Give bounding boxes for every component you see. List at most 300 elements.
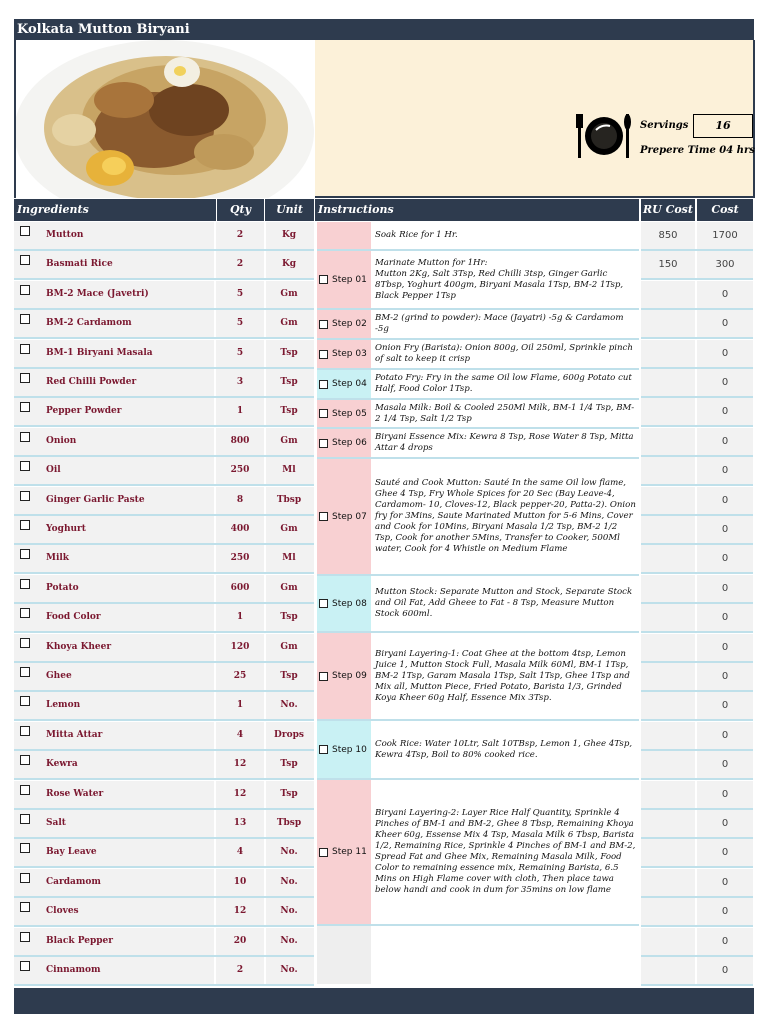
ingredient-unit: No. [280,935,298,946]
ingredient-row [14,487,314,516]
step-checkbox[interactable] [319,380,328,389]
ingredient-checkbox[interactable] [20,843,30,853]
step-text-block [375,808,637,896]
ingredient-unit: Gm [280,288,298,299]
ingredient-name: Potato [46,582,79,593]
cost-row [641,457,753,486]
cost-row [641,928,753,957]
ingredient-name: Pepper Powder [46,406,122,417]
ingredient-row [14,457,314,486]
ingredient-name: Cloves [46,906,79,917]
step-checkbox[interactable] [319,275,328,284]
ingredient-qty: 12 [233,906,247,917]
ingredient-unit: No. [280,906,298,917]
ingredient-cell [14,604,214,631]
recipe-title: Kolkata Mutton Biryani [14,19,754,40]
step-instruction [373,310,639,338]
step-number: Step 04 [332,379,367,389]
ingredient-cell [14,722,214,749]
cost-value: 0 [697,839,753,866]
biryani-photo [14,40,314,198]
ingredient-qty: 4 [236,847,244,858]
ingredient-name: Lemon [46,700,81,711]
ingredient-qty: 13 [233,818,247,828]
ingredient-qty: 20 [233,935,247,946]
step-text-block [375,432,637,454]
ingredient-unit: Kg [281,230,297,240]
cost-row [641,634,753,663]
cost-row [641,545,753,574]
ingredient-row [14,604,314,633]
ingredient-unit: Gm [280,524,298,534]
ingredient-unit: Gm [280,641,298,652]
step-text-line: Cook Rice: Water 10Ltr, Salt 10TBsp, Lemon 1, Ghee 4Tsp, Kewra 4Tsp, Boil to 80% cooked rice. [375,738,633,760]
ingredient-qty: 4 [236,729,244,740]
ingredient-checkbox[interactable] [20,696,30,706]
step-instruction [373,429,639,457]
cost-row [641,751,753,780]
ingredient-checkbox[interactable] [20,226,30,236]
ingredient-checkbox[interactable] [20,432,30,442]
ru-cost-value[interactable] [641,634,695,661]
step-instruction [373,576,639,631]
cost-row [641,487,753,516]
step-number: Step 02 [332,319,367,329]
servings-label: Servings [640,120,689,131]
ingredient-unit: Gm [280,435,298,446]
step-text-line: Sauté and Cook Mutton: Sauté In the same Oil low flame, Ghee 4 Tsp, Fry Whole Spices for 20 Sec (Bay Leave-4, Cardamom- 10, Cloves-12, Black pepper-20, Patta-2). Onion fry for 3Mins, Saute Marinated Mutton for 5-6 Mins, Cover and Cook for 10Mins, Biryani Masala 1/2 Tsp, BM-2 1/2 Tsp, Cook for another 5Mins, Transfer to Cooker, 500Ml water, Cook for 4 Whistle on Medium Flame [375,478,636,554]
ingredient-cell [14,781,214,808]
ingredient-checkbox[interactable] [20,667,30,677]
ingredient-name: Ginger Garlic Paste [46,494,145,505]
step-checkbox[interactable] [319,745,328,754]
step-checkbox[interactable] [319,350,328,359]
ingredient-name: BM-1 Biryani Masala [46,347,153,358]
cost-row [641,898,753,927]
cost-value: 0 [697,281,753,308]
ingredient-checkbox[interactable] [20,638,30,648]
ingredient-name: Rose Water [46,788,104,799]
cost-value: 0 [697,516,753,543]
ingredient-row [14,516,314,545]
step-text-block [375,649,637,704]
ingredient-cell [14,251,214,278]
ingredient-unit: No. [280,965,298,975]
step-text-block [375,403,637,425]
step-number: Step 07 [332,511,367,522]
ingredient-unit: Gm [280,582,298,593]
ingredient-name: Red Chilli Powder [46,377,137,387]
step-instruction [373,370,639,398]
cost-row [641,722,753,751]
ingredient-cell [14,222,214,249]
ingredient-unit: Tsp [280,759,298,770]
cost-value: 0 [697,340,753,367]
cost-row [641,604,753,633]
cost-row [641,310,753,339]
cost-row [641,869,753,898]
step-number: Step 01 [332,274,367,285]
ingredient-row [14,957,314,986]
cost-row [641,398,753,427]
ru-cost-value[interactable] [641,428,695,455]
ru-cost-value[interactable] [641,398,695,425]
hero-frame [14,40,16,198]
ingredient-name: Ghee [46,671,72,681]
ingredient-qty: 2 [236,965,244,975]
ru-cost-value[interactable] [641,928,695,955]
ingredient-checkbox[interactable] [20,932,30,942]
cost-value: 0 [697,781,753,808]
ingredient-unit: Tsp [280,612,298,623]
ru-cost-value[interactable] [641,604,695,631]
empty-step-cell [317,926,371,984]
ru-cost-value[interactable] [641,281,695,308]
step-instruction [373,721,639,778]
cost-value: 0 [697,928,753,955]
cost-row [641,957,753,986]
ingredient-qty: 10 [233,876,247,887]
step-text-line: Biryani Layering-2: Layer Rice Half Quantity, Sprinkle 4 Pinches of BM-1 and BM-2, Ghee 8 Tbsp, Remaining Khoya Kheer 60g, Essense Mix 4 Tsp, Masala Milk 6 Tbsp, Barista 1/2, Remaining Rice, Sprinkle 4 Pinches of BM-1 and BM-2, Spread Fat and Ghee Mix, Remaining Masala Milk, Food Color to remaining essence mix, Remaining Barista, 6.5 Mins on High Flame cover with cloth, Then place tawa below handi and cook in dum for 35mins on low flame [375,808,636,895]
cost-row [641,428,753,457]
ingredient-row [14,369,314,398]
ingredient-checkbox[interactable] [20,461,30,471]
ingredient-qty: 400 [230,524,250,534]
ingredient-unit: Ml [282,553,296,564]
ingredient-name: BM-2 Cardamom [46,318,132,329]
header-ingredients: Ingredients [14,199,216,221]
cost-value: 1700 [697,222,753,249]
ingredient-checkbox[interactable] [20,402,30,412]
ingredient-unit: No. [280,876,298,887]
ingredient-qty: 120 [230,641,250,652]
ingredient-qty: 8 [236,494,244,505]
step-checkbox[interactable] [319,848,328,857]
ingredient-row [14,281,314,310]
ru-cost-value[interactable] [641,722,695,749]
ingredient-row [14,928,314,957]
ru-cost-value[interactable] [641,692,695,719]
ru-cost-value[interactable] [641,839,695,866]
step-number: Step 05 [332,408,367,419]
step-label[interactable] [317,310,371,338]
step-label[interactable] [317,721,371,778]
ingredient-cell [14,545,214,572]
cost-value: 0 [697,810,753,837]
ru-cost-value[interactable]: 150 [641,251,695,278]
ingredient-name: Cardamom [46,876,101,887]
step-text-line: Soak Rice for 1 Hr. [375,230,458,240]
ingredient-cell [14,810,214,837]
prep-time: Prepere Time 04 hrs [640,145,755,156]
ingredient-row [14,810,314,839]
ingredient-qty: 5 [236,347,244,358]
ru-cost-value[interactable] [641,957,695,984]
row-divider [14,984,314,986]
ingredient-unit: Drops [274,729,304,740]
step-text-line: Potato Fry: Fry in the same Oil low Flame, 600g Potato cut Half, Food Color 1Tsp. [375,373,632,394]
cost-value: 0 [697,604,753,631]
ingredient-name: Mutton [46,230,84,240]
ingredient-name: Milk [46,553,70,564]
ru-cost-value[interactable] [641,575,695,602]
ingredient-row [14,869,314,898]
ingredient-unit: Tsp [280,788,298,799]
ingredient-checkbox[interactable] [20,608,30,618]
header-qty: Qty [217,199,264,221]
ingredient-name: Oil [46,465,61,476]
step-text-line: Masala Milk: Boil & Cooled 250Ml Milk, BM-1 1/4 Tsp, BM-2 1/4 Tsp, Salt 1/2 Tsp [375,402,635,424]
row-divider [641,984,753,986]
step-text-block [375,478,637,555]
cost-row [641,810,753,839]
ingredient-row [14,575,314,604]
header-cost: Cost [697,199,753,221]
ingredient-row [14,692,314,721]
ingredient-row [14,751,314,780]
header-unit: Unit [265,199,314,221]
cost-row [641,663,753,692]
cost-row [641,222,753,251]
step-text-line: BM-2 (grind to powder): Mace (Jayatri) -5g & Cardamom -5g [375,313,624,334]
ru-cost-value[interactable] [641,545,695,572]
ingredient-checkbox[interactable] [20,373,30,383]
ingredient-cell [14,898,214,925]
ingredient-name: Onion [46,435,77,446]
cost-row [641,251,753,280]
cost-row [641,781,753,810]
step-number: Step 10 [332,744,367,755]
ingredient-name: Kewra [46,759,78,770]
ingredient-name: Mitta Attar [46,729,103,740]
ingredient-unit: Kg [281,259,297,270]
step-text-line: Biryani Essence Mix: Kewra 8 Tsp, Rose Water 8 Tsp, Mitta Attar 4 drops [375,432,634,453]
ingredient-row [14,839,314,868]
step-checkbox[interactable] [319,409,328,418]
step-number: Step 03 [332,349,367,359]
ingredient-name: BM-2 Mace (Javetri) [46,288,149,299]
step-number: Step 11 [332,847,367,857]
ingredient-name: Bay Leave [46,847,97,858]
step-label[interactable] [317,251,371,308]
ingredient-qty: 25 [233,671,247,681]
ingredient-cell [14,663,214,690]
ingredient-checkbox[interactable] [20,491,30,501]
ingredient-checkbox[interactable] [20,902,30,912]
ingredient-row [14,310,314,339]
ingredient-row [14,663,314,692]
cost-value: 0 [697,663,753,690]
step-instruction [373,459,639,574]
ingredient-row [14,428,314,457]
step-instruction [373,340,639,368]
ru-cost-value[interactable]: 850 [641,222,695,249]
ingredient-cell [14,692,214,719]
cost-row [641,369,753,398]
step-text-block [375,230,458,241]
step-instruction [373,780,639,924]
ingredient-name: Salt [46,818,66,828]
step-checkbox[interactable] [319,512,328,521]
step-number: Step 09 [332,671,367,681]
ru-cost-value[interactable] [641,869,695,896]
step-text-block [375,343,637,365]
ingredient-name: Cinnamom [46,965,101,975]
cost-row [641,575,753,604]
ingredient-name: Food Color [46,612,101,623]
ingredient-row [14,722,314,751]
cost-value: 0 [697,869,753,896]
ingredient-cell [14,751,214,778]
ru-cost-value[interactable] [641,781,695,808]
ingredient-checkbox[interactable] [20,344,30,354]
cost-value: 0 [697,310,753,337]
ingredient-row [14,634,314,663]
ingredient-unit: No. [280,700,298,711]
ingredient-checkbox[interactable] [20,520,30,530]
ingredient-cell [14,575,214,602]
ingredient-qty: 1 [236,406,244,417]
step-label[interactable] [317,370,371,398]
step-instruction [373,251,639,308]
ingredient-qty: 250 [230,553,250,564]
step-text-block [375,373,637,395]
step-text-line: Mutton Stock: Separate Mutton and Stock, Separate Stock and Oil Fat, Add Gheee to Fat - 8 Tsp, Measure Mutton Stock 600ml. [375,587,633,619]
ingredient-checkbox[interactable] [20,549,30,559]
step-text-line: Onion Fry (Barista): Onion 800g, Oil 250ml, Sprinkle pinch of salt to keep it crisp [375,343,633,364]
ingredient-row [14,398,314,427]
ingredient-name: Khoya Kheer [46,641,112,652]
ru-cost-value[interactable] [641,516,695,543]
ru-cost-value[interactable] [641,810,695,837]
ru-cost-value[interactable] [641,751,695,778]
ingredient-qty: 5 [236,318,244,329]
cost-value: 300 [697,251,753,278]
ingredient-checkbox[interactable] [20,579,30,589]
cost-value: 0 [697,457,753,484]
step-checkbox[interactable] [319,599,328,608]
ingredient-name: Black Pepper [46,935,114,946]
step-checkbox[interactable] [319,439,328,448]
step-checkbox[interactable] [319,672,328,681]
ingredient-checkbox[interactable] [20,285,30,295]
ru-cost-value[interactable] [641,340,695,367]
ingredient-row [14,222,314,251]
step-label[interactable] [317,340,371,368]
step-label[interactable] [317,633,371,719]
cost-row [641,839,753,868]
step-instruction [373,222,639,249]
ingredient-name: Yoghurt [46,524,86,534]
ingredient-unit: Tsp [280,406,298,417]
step-label [317,222,371,249]
ingredient-qty: 1 [236,700,244,711]
ingredient-row [14,898,314,927]
step-label[interactable] [317,429,371,457]
ru-cost-value[interactable] [641,898,695,925]
ingredient-cell [14,869,214,896]
ingredient-row [14,545,314,574]
ingredient-unit: Tsp [280,671,298,681]
cost-value: 0 [697,398,753,425]
ru-cost-value[interactable] [641,369,695,396]
step-label[interactable] [317,400,371,427]
ingredient-unit: Gm [280,318,298,329]
cost-value: 0 [697,575,753,602]
plate-cutlery-icon [576,108,632,164]
cost-row [641,281,753,310]
ingredient-name: Basmati Rice [46,259,113,270]
step-text-line: Marinate Mutton for 1Hr: [375,257,488,268]
ingredient-unit: Tbsp [276,818,302,828]
ingredient-cell [14,928,214,955]
step-label[interactable] [317,459,371,574]
ingredient-unit: Tsp [280,347,298,358]
ingredient-qty: 2 [236,259,244,270]
step-label[interactable] [317,576,371,631]
ingredient-cell [14,839,214,866]
ingredient-checkbox[interactable] [20,873,30,883]
ingredient-qty: 250 [230,465,250,476]
step-text-block [375,258,637,302]
cost-value: 0 [697,428,753,455]
ingredient-checkbox[interactable] [20,814,30,824]
step-text-block [375,587,637,620]
step-number: Step 06 [332,438,367,448]
step-instruction [373,633,639,719]
ru-cost-value[interactable] [641,457,695,484]
cost-value: 0 [697,722,753,749]
ingredient-checkbox[interactable] [20,255,30,265]
ingredient-qty: 5 [236,288,244,299]
ingredient-checkbox[interactable] [20,755,30,765]
ingredient-checkbox[interactable] [20,785,30,795]
ingredient-unit: No. [280,847,298,858]
header-ru-cost: RU Cost [641,199,695,221]
ingredient-cell [14,428,214,455]
step-instruction [373,400,639,427]
cost-value: 0 [697,898,753,925]
ru-cost-value[interactable] [641,663,695,690]
footer-bar [14,988,754,1014]
ingredient-qty: 12 [233,788,247,799]
step-checkbox[interactable] [319,320,328,329]
step-label[interactable] [317,780,371,924]
ingredient-cell [14,957,214,984]
cost-value: 0 [697,634,753,661]
servings-value[interactable]: 16 [693,114,753,138]
step-text-line: Mutton 2Kg, Salt 3Tsp, Red Chilli 3tsp, Ginger Garlic 8Tbsp, Yoghurt 400gm, Biryani Masala 1Tsp, BM-2 1Tsp, Black Pepper 1Tsp [375,268,624,301]
ingredient-qty: 1 [236,612,244,623]
ru-cost-value[interactable] [641,487,695,514]
ingredient-checkbox[interactable] [20,726,30,736]
step-text-block [375,313,637,335]
ingredient-row [14,251,314,280]
step-number: Step 08 [332,598,367,609]
ingredient-cell [14,457,214,484]
ru-cost-value[interactable] [641,310,695,337]
header-instructions: Instructions [315,199,639,221]
ingredient-cell [14,634,214,661]
ingredient-cell [14,516,214,543]
ingredient-checkbox[interactable] [20,314,30,324]
recipe-summary-panel [315,40,755,198]
cost-value: 0 [697,545,753,572]
cost-row [641,340,753,369]
ingredient-checkbox[interactable] [20,961,30,971]
cost-value: 0 [697,692,753,719]
cost-value: 0 [697,369,753,396]
